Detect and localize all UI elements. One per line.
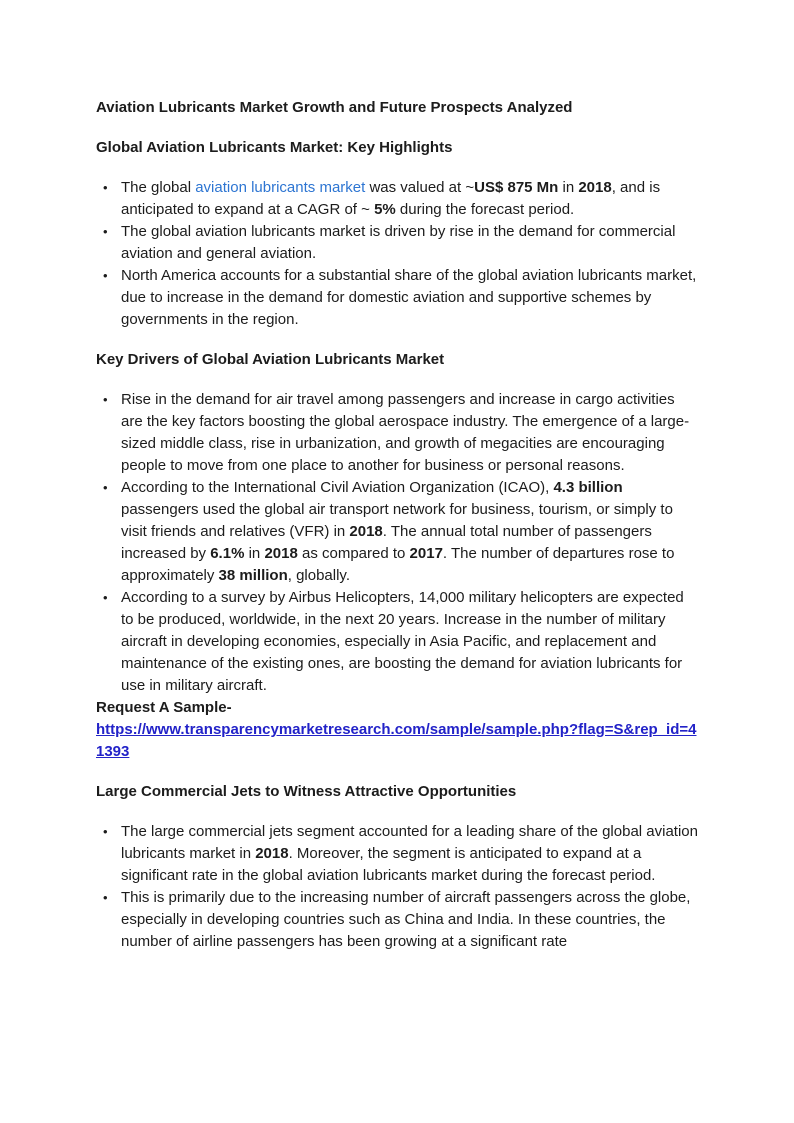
text-run: was valued at ~ (365, 179, 475, 196)
list-item (96, 177, 698, 221)
bullet-text (121, 479, 674, 584)
bullet-marker (103, 821, 108, 843)
request-sample-label: Request A Sample- (96, 699, 232, 716)
large-commercial-jets-list (96, 821, 698, 953)
text-run: . The annual total number of passengers increased by (121, 523, 652, 562)
market-value: US$ 875 Mn (474, 179, 559, 196)
bullet-marker (103, 265, 108, 287)
bullet-marker (103, 221, 108, 243)
section-heading-key-drivers: Key Drivers of Global Aviation Lubricants Market (96, 351, 445, 368)
text-run: as compared to (297, 545, 410, 562)
bullet-marker (103, 587, 108, 609)
bullet-text: North America accounts for a substantial share of the global aviation lubricants market, due to increase in the demand for domestic aviation and supportive schemes by governments in the region. (121, 267, 697, 328)
key-highlights-list (96, 177, 698, 331)
base-year: 2018 (578, 179, 612, 196)
list-item (96, 821, 698, 887)
bullet-text: Rise in the demand for air travel among passengers and increase in cargo activities are the key factors boosting the global aerospace industry. The emergence of a large-sized middle class, rise in urbanization, and growth of megacities are encouraging people to move from one place to another for business or personal reasons. (121, 391, 690, 474)
list-item (96, 265, 698, 331)
list-item (96, 389, 698, 477)
bullet-marker (103, 389, 108, 411)
doc-title: Aviation Lubricants Market Growth and Future Prospects Analyzed (96, 99, 573, 116)
growth-percent: 6.1% (210, 545, 245, 562)
text-run: The large commercial jets segment accounted for a leading share of the global aviation lubricants market in (121, 823, 698, 862)
text-run: . The number of departures rose to approximately (121, 545, 675, 584)
departures-count: 38 million (218, 567, 288, 584)
text-run: . Moreover, the segment is anticipated to expand at a significant rate in the global aviation lubricants market during the forecast period. (121, 845, 656, 884)
text-run: The global (121, 179, 196, 196)
bullet-text: This is primarily due to the increasing number of aircraft passengers across the globe, especially in developing countries such as China and India. In these countries, the number of airline passengers has been growing at a significant rate (121, 889, 691, 950)
aviation-lubricants-market-link[interactable]: aviation lubricants market (195, 179, 366, 196)
year-value: 2018 (349, 523, 383, 540)
bullet-marker (103, 887, 108, 909)
year-value: 2017 (409, 545, 443, 562)
text-run: According to the International Civil Aviation Organization (ICAO), (121, 479, 554, 496)
request-sample-block (96, 697, 698, 763)
section-heading-key-highlights: Global Aviation Lubricants Market: Key Highlights (96, 139, 453, 156)
bullet-text (121, 179, 660, 218)
text-run: during the forecast period. (395, 201, 575, 218)
bullet-text: According to a survey by Airbus Helicopters, 14,000 military helicopters are expected to be produced, worldwide, in the next 20 years. Increase in the number of military aircraft in developing economies, especially in Asia Pacific, and replacement and maintenance of the existing ones, are boosting the demand for aviation lubricants for use in military aircraft. (121, 589, 684, 694)
year-value: 2018 (255, 845, 289, 862)
passenger-count: 4.3 billion (553, 479, 623, 496)
sample-request-url-link[interactable]: https://www.transparencymarketresearch.com/sample/sample.php?flag=S&rep_id=41393 (96, 721, 697, 760)
text-run: , and is anticipated to expand at a CAGR of ~ (121, 179, 661, 218)
text-run: in (558, 179, 579, 196)
list-item (96, 587, 698, 697)
text-run: in (244, 545, 265, 562)
list-item (96, 887, 698, 953)
bullet-marker (103, 177, 108, 199)
bullet-marker (103, 477, 108, 499)
text-run: , globally. (287, 567, 350, 584)
list-item (96, 477, 698, 587)
bullet-text (121, 823, 698, 884)
bullet-text: The global aviation lubricants market is driven by rise in the demand for commercial aviation and general aviation. (121, 223, 676, 262)
key-drivers-list (96, 389, 698, 697)
list-item (96, 221, 698, 265)
section-heading-large-commercial-jets: Large Commercial Jets to Witness Attractive Opportunities (96, 783, 517, 800)
text-run: passengers used the global air transport network for business, tourism, or simply to visit friends and relatives (VFR) in (121, 501, 673, 540)
year-value: 2018 (264, 545, 298, 562)
cagr-value: 5% (374, 201, 396, 218)
